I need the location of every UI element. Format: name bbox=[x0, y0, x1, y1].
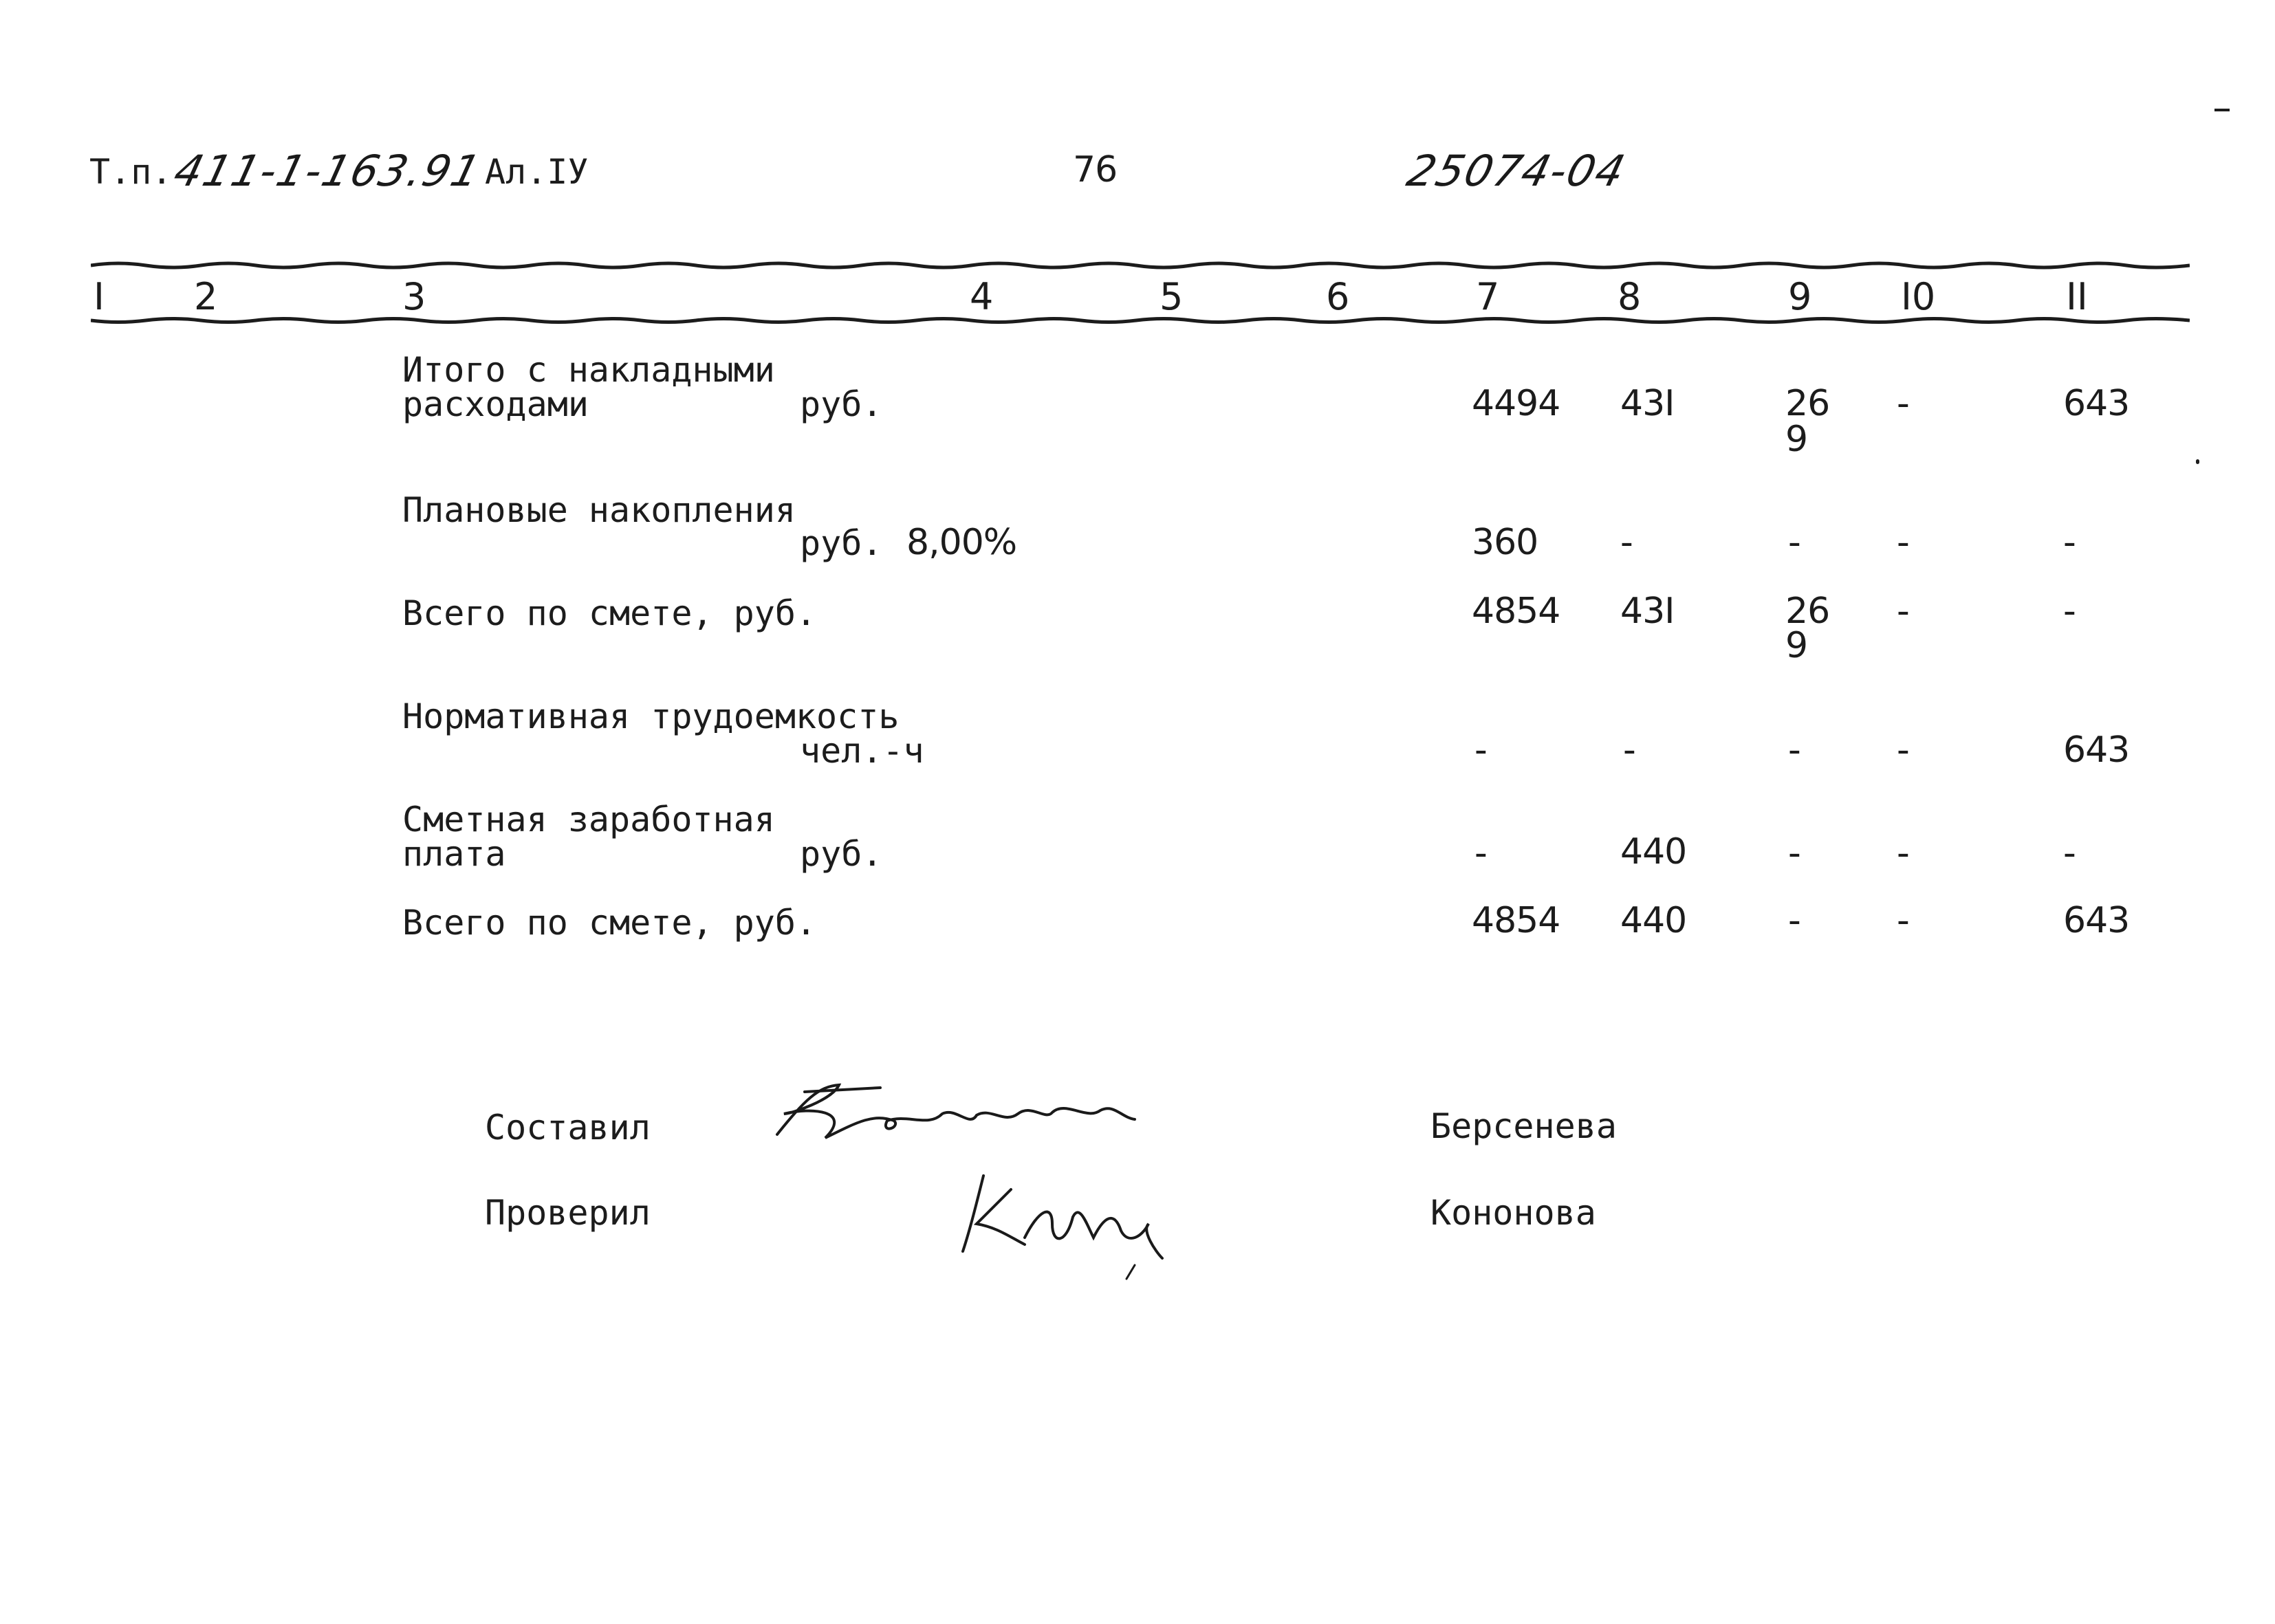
column-header-8: 8 bbox=[1618, 275, 1642, 318]
cell-col8: 43I bbox=[1620, 591, 1675, 632]
inventory-number: 25074-04 bbox=[1402, 146, 1631, 196]
checked-name: Кононова bbox=[1430, 1193, 1596, 1233]
cell-col7: 4854 bbox=[1472, 591, 1560, 632]
cell-col10: - bbox=[1897, 900, 1909, 941]
row-label-line-1: Нормативная трудоемкость bbox=[402, 696, 900, 736]
page-number: 76 bbox=[1073, 149, 1118, 190]
column-header-10: I0 bbox=[1901, 275, 1936, 318]
scan-mark-top-right bbox=[2214, 109, 2230, 111]
column-header-1: I bbox=[94, 275, 105, 318]
column-header-9: 9 bbox=[1788, 275, 1812, 318]
column-header-3: 3 bbox=[402, 275, 426, 318]
row-label-line-1: Всего по смете, руб. bbox=[402, 903, 817, 943]
cell-col7: - bbox=[1474, 833, 1487, 874]
row-unit: чел.-ч bbox=[800, 731, 924, 771]
cell-col10: - bbox=[1897, 833, 1909, 874]
cell-col7: 4494 bbox=[1472, 383, 1560, 424]
cell-col11: - bbox=[2063, 833, 2076, 874]
header-album: Ал.IУ bbox=[485, 152, 589, 192]
cell-col9-wrap: 9 bbox=[1785, 625, 1808, 666]
cell-col9: 26 bbox=[1785, 591, 1830, 632]
cell-col11: 643 bbox=[2063, 729, 2130, 771]
cell-col8: - bbox=[1623, 729, 1635, 771]
scan-mark-right bbox=[2196, 459, 2199, 464]
cell-col11: - bbox=[2063, 522, 2076, 563]
column-header-2: 2 bbox=[194, 275, 218, 318]
cell-col10: - bbox=[1897, 522, 1909, 563]
cell-col7: - bbox=[1474, 729, 1487, 771]
cell-col7: 4854 bbox=[1472, 900, 1560, 941]
cell-col9: - bbox=[1788, 833, 1800, 874]
cell-col8: 440 bbox=[1620, 831, 1687, 873]
row-label-line-1: Сметная заработная bbox=[402, 800, 775, 840]
cell-col9: 26 bbox=[1785, 383, 1830, 424]
column-header-6: 6 bbox=[1326, 275, 1350, 318]
checked-signature bbox=[956, 1162, 1190, 1286]
column-header-4: 4 bbox=[970, 275, 994, 318]
row-label-line-2: плата bbox=[402, 834, 506, 874]
compiled-label: Составил bbox=[485, 1108, 651, 1148]
cell-col8: 440 bbox=[1620, 900, 1687, 941]
cell-col10: - bbox=[1897, 729, 1909, 771]
header-project-number: 411-1-163.91 bbox=[168, 146, 487, 196]
header-prefix: Т.п. bbox=[89, 152, 173, 192]
row-label-line-1: Итого с накладными bbox=[402, 350, 775, 390]
cell-col10: - bbox=[1897, 383, 1909, 424]
cell-col11: - bbox=[2063, 591, 2076, 632]
row-percent: 8,00% bbox=[906, 522, 1017, 563]
cell-col9: - bbox=[1788, 900, 1800, 941]
row-label-line-1: Всего по смете, руб. bbox=[402, 593, 817, 633]
cell-col9: - bbox=[1788, 729, 1800, 771]
compiled-signature bbox=[763, 1073, 1149, 1155]
cell-col10: - bbox=[1897, 591, 1909, 632]
table-top-rule bbox=[91, 259, 2190, 272]
cell-col9: - bbox=[1788, 522, 1800, 563]
cell-col11: 643 bbox=[2063, 900, 2130, 941]
column-header-5: 5 bbox=[1160, 275, 1184, 318]
cell-col8: 43I bbox=[1620, 383, 1675, 424]
column-header-11: II bbox=[2066, 275, 2088, 318]
cell-col7: 360 bbox=[1472, 522, 1538, 563]
cell-col9-wrap: 9 bbox=[1785, 419, 1808, 460]
row-unit: руб. bbox=[800, 523, 883, 563]
row-label-line-2: расходами bbox=[402, 384, 589, 424]
checked-label: Проверил bbox=[485, 1193, 651, 1233]
row-label-line-1: Плановые накопления bbox=[402, 490, 796, 530]
column-header-7: 7 bbox=[1476, 275, 1500, 318]
row-unit: руб. bbox=[800, 834, 883, 874]
cell-col8: - bbox=[1620, 522, 1633, 563]
cell-col11: 643 bbox=[2063, 383, 2130, 424]
row-unit: руб. bbox=[800, 384, 883, 424]
compiled-name: Берсенева bbox=[1430, 1106, 1617, 1146]
